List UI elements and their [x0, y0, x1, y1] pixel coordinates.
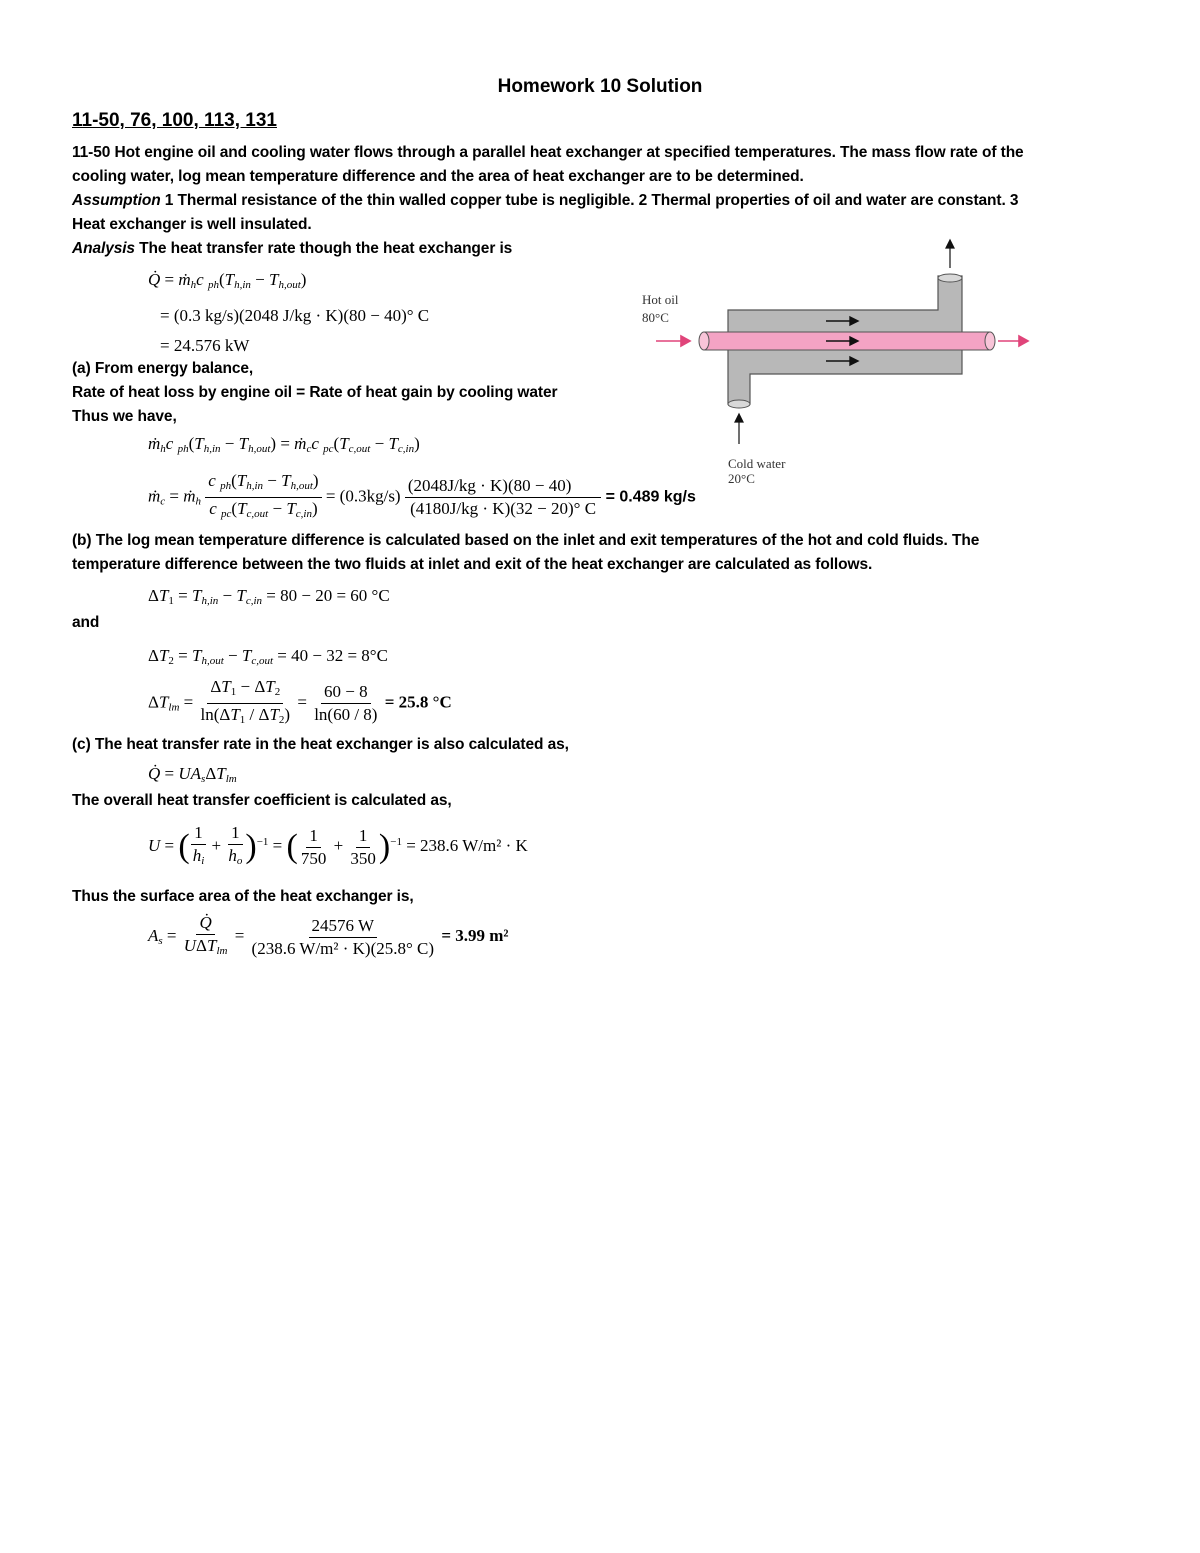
- oil-outlet-opening: [985, 332, 995, 350]
- part-c-heading: (c) The heat transfer rate in the heat exchanger is also calculated as,: [72, 736, 569, 753]
- part-a-heading: (a) From energy balance,: [72, 360, 254, 377]
- analysis-text: The heat transfer rate though the heat exchanger is: [134, 240, 513, 257]
- heat-exchanger-diagram: [636, 236, 1036, 486]
- intro-line-2: cooling water, log mean temperature difference and the area of heat exchanger are to be determined.: [72, 168, 804, 185]
- assumption-line-1: [72, 192, 1018, 210]
- heat-rate-substitution: = (0.3 kg/s)(2048 J/kg · K)(80 − 40)° C: [160, 306, 430, 325]
- surface-area-text: Thus the surface area of the heat exchanger is,: [72, 888, 414, 905]
- cold-water-temp: 20°C: [728, 471, 755, 486]
- lmtd-result: = 25.8 °C: [384, 692, 452, 712]
- assumption-text: 1 Thermal resistance of the thin walled copper tube is negligible. 2 Thermal properties of oil and water are constant. 3: [160, 192, 1019, 209]
- part-b-line-1: (b) The log mean temperature difference is calculated based on the inlet and exit temperatures of the hot and cold fluids. The: [72, 532, 980, 549]
- hot-oil-temp: 80°C: [642, 310, 669, 325]
- overall-u-text: The overall heat transfer coefficient is calculated as,: [72, 792, 452, 809]
- hot-oil-label: Hot oil: [642, 292, 679, 307]
- delta-t1-value: = 80 − 20 = 60 °C: [266, 586, 390, 605]
- assumption-label: Assumption: [72, 192, 161, 209]
- energy-balance-text: Rate of heat loss by engine oil = Rate of heat gain by cooling water: [72, 384, 558, 401]
- heat-rate-equation: Q̇ = ṁ$_h$c $_{ph}(T_{h,in} - T_{h,out})$: [148, 270, 307, 291]
- lmtd-equation: $\Delta T_{lm}$ = $\frac{\Delta T_1 - \Delta T_2}{\ln(\Delta T_1 / \Delta T_2)}$ = $\frac{60 - 8}{\ln(60 / 8)}$ = 25.8 °C: [148, 677, 452, 726]
- thus-we-have: Thus we have,: [72, 408, 177, 425]
- water-inlet-opening: [728, 400, 750, 408]
- assumption-line-2: Heat exchanger is well insulated.: [72, 216, 312, 233]
- area-equation: $A_s$ = $\frac{Q̇}{U\Delta T_{lm}}$ = $\frac{24576 W}{\text{(238.6 W/m² · K)(25.8° C)}}$ = 3.99 m²: [148, 913, 509, 958]
- analysis-label: Analysis: [72, 240, 135, 257]
- lmtd-numerator: 60 − 8: [321, 681, 371, 704]
- analysis-line: [72, 240, 512, 258]
- area-denominator: (238.6 W/m² · K)(25.8° C): [251, 938, 435, 958]
- page-title: Homework 10 Solution: [497, 76, 703, 97]
- heat-rate-ua-equation: Q̇ = $UA_s\Delta T_{lm}$: [148, 764, 237, 785]
- mass-flow-result: = 0.489 kg/s: [605, 488, 696, 506]
- mass-flow-numerator: (2048J/kg · K)(80 − 40): [405, 475, 602, 498]
- area-numerator: 24576 W: [309, 915, 378, 938]
- cold-water-label: Cold water: [728, 456, 786, 471]
- u-result: = 238.6 W/m² · K: [406, 835, 528, 855]
- mass-flow-denominator: (4180J/kg · K)(32 − 20)° C: [410, 499, 597, 518]
- u-equation: U = ( $\frac{1}{h_i}$ + $\frac{1}{h_o}$ )$^{-1}$ = ( $\frac{1}{750}$ + $\frac{1}{350}$ )$^{-1}$ = 238.6 W/m² · K: [148, 823, 528, 868]
- heat-rate-result: = 24.576 kW: [160, 336, 250, 355]
- oil-inlet-opening: [699, 332, 709, 350]
- delta-t1-equation: $\Delta T_1 = T_{h,in} - T_{c,in} = 80 - 20 = 60$ °C: [148, 586, 390, 607]
- part-b-line-2: temperature difference between the two fluids at inlet and exit of the heat exchanger are calculated as follows.: [72, 556, 873, 573]
- delta-t2-equation: $\Delta T_2 = T_{h,out} - T_{c,out} = 40 - 32 = 8^\circ C$: [148, 646, 388, 667]
- problem-list: 11-50, 76, 100, 113, 131: [72, 110, 277, 131]
- lmtd-denominator: ln(60 / 8): [314, 705, 378, 724]
- and-text: and: [72, 614, 100, 631]
- intro-line-1: 11-50 Hot engine oil and cooling water flows through a parallel heat exchanger at specified temperatures. The mass flow rate of the: [72, 144, 1024, 161]
- water-outlet-opening: [938, 274, 962, 282]
- delta-t2-value: = 40 − 32 = 8°C: [277, 646, 388, 665]
- mass-flow-equation: ṁ$_c$ = ṁ$_h$ $\frac{c _{ph}(T_{h,in} - T_{h,out})}{c _{pc}(T_{c,out} - T_{c,in})}$ = (0.3kg/s) $\frac{(2048J/kg \cdot K)(80 - 40)}{(4180J/kg \cdot K)(32 - 20)^\circ C}$ = 0.489 kg/s: [148, 471, 696, 520]
- area-result: = 3.99 m²: [441, 925, 509, 945]
- energy-balance-equation: ṁ$_h$c $_{ph}(T_{h,in} - T_{h,out})$ = ṁ$_c$c $_{pc}(T_{c,out} - T_{c,in})$: [148, 434, 420, 455]
